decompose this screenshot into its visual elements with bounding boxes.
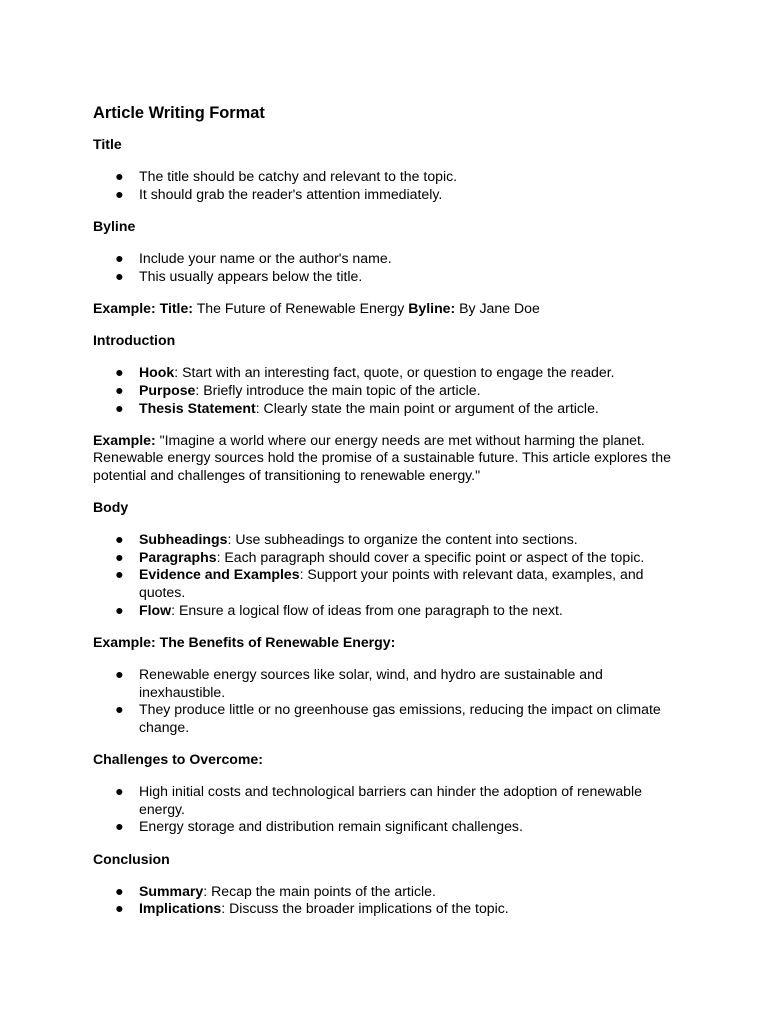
section-heading-introduction: Introduction — [93, 332, 176, 349]
list-item: ● Implications: Discuss the broader implications of the topic. — [115, 900, 509, 917]
bullet-icon: ● — [115, 701, 124, 718]
bullet-icon: ● — [115, 168, 124, 185]
list-item: ● Summary: Recap the main points of the article. — [115, 882, 436, 899]
list-item: ● Renewable energy sources like solar, wind, and hydro are sustainable and inexhaustible. — [115, 666, 603, 700]
list-item: ● Purpose: Briefly introduce the main topic of the article. — [115, 381, 481, 398]
introduction-example: Example: "Imagine a world where our energy needs are met without harming the planet. Renewable energy sources hold the promise of a sustainable future. This article explores the potential and challenges of transitioning to renewable energy." — [93, 431, 671, 483]
bullet-icon: ● — [115, 364, 124, 381]
bullet-icon: ● — [115, 531, 124, 548]
example-title-byline: Example: Title: The Future of Renewable Energy Byline: By Jane Doe — [93, 299, 540, 316]
bullet-icon: ● — [115, 548, 124, 565]
bullet-icon: ● — [115, 185, 124, 202]
list-item: ● Thesis Statement: Clearly state the main point or argument of the article. — [115, 399, 599, 416]
bullet-icon: ● — [115, 601, 124, 618]
bullet-icon: ● — [115, 399, 124, 416]
section-heading-byline: Byline — [93, 217, 136, 234]
list-item: ● It should grab the reader's attention immediately. — [115, 185, 443, 202]
list-item: ● Hook: Start with an interesting fact, quote, or question to engage the reader. — [115, 364, 615, 381]
section-heading-title: Title — [93, 136, 122, 152]
bullet-icon: ● — [115, 882, 124, 899]
bullet-icon: ● — [115, 900, 124, 917]
list-item: ● Energy storage and distribution remain significant challenges. — [115, 818, 523, 835]
bullet-icon: ● — [115, 250, 124, 267]
challenges-bullet-list — [93, 783, 683, 836]
list-item: ● Include your name or the author's name. — [115, 250, 392, 267]
conclusion-bullet-list — [93, 883, 683, 918]
byline-bullet-list — [93, 250, 683, 285]
bullet-icon: ● — [115, 666, 124, 682]
list-item: ● They produce little or no greenhouse gas emissions, reducing the impact on climate change. — [115, 701, 661, 735]
list-item: ● This usually appears below the title. — [115, 267, 363, 284]
body-bullet-list — [93, 531, 683, 619]
section-heading-challenges: Challenges to Overcome: — [93, 750, 263, 767]
bullet-icon: ● — [115, 566, 124, 583]
introduction-bullet-list — [93, 364, 683, 417]
list-item: ● Flow: Ensure a logical flow of ideas from one paragraph to the next. — [115, 601, 563, 618]
bullet-icon: ● — [115, 783, 124, 800]
benefits-bullet-list — [93, 666, 683, 736]
list-item: ● Paragraphs: Each paragraph should cover a specific point or aspect of the topic. — [115, 548, 645, 565]
title-bullet-list — [93, 168, 683, 203]
bullet-icon: ● — [115, 267, 124, 284]
list-item: ● Evidence and Examples: Support your points with relevant data, examples, and quotes. — [115, 566, 644, 601]
section-heading-benefits: Example: The Benefits of Renewable Energy: — [93, 633, 396, 650]
section-heading-conclusion: Conclusion — [93, 850, 170, 867]
list-item: ● High initial costs and technological barriers can hinder the adoption of renewable energy. — [115, 783, 642, 817]
section-heading-body: Body — [93, 499, 129, 516]
bullet-icon: ● — [115, 818, 124, 835]
list-item: ● The title should be catchy and relevant to the topic. — [115, 168, 458, 185]
document-page — [93, 103, 683, 933]
document-title: Article Writing Format — [93, 104, 265, 122]
bullet-icon: ● — [115, 381, 124, 398]
list-item: ● Subheadings: Use subheadings to organize the content into sections. — [115, 531, 578, 548]
